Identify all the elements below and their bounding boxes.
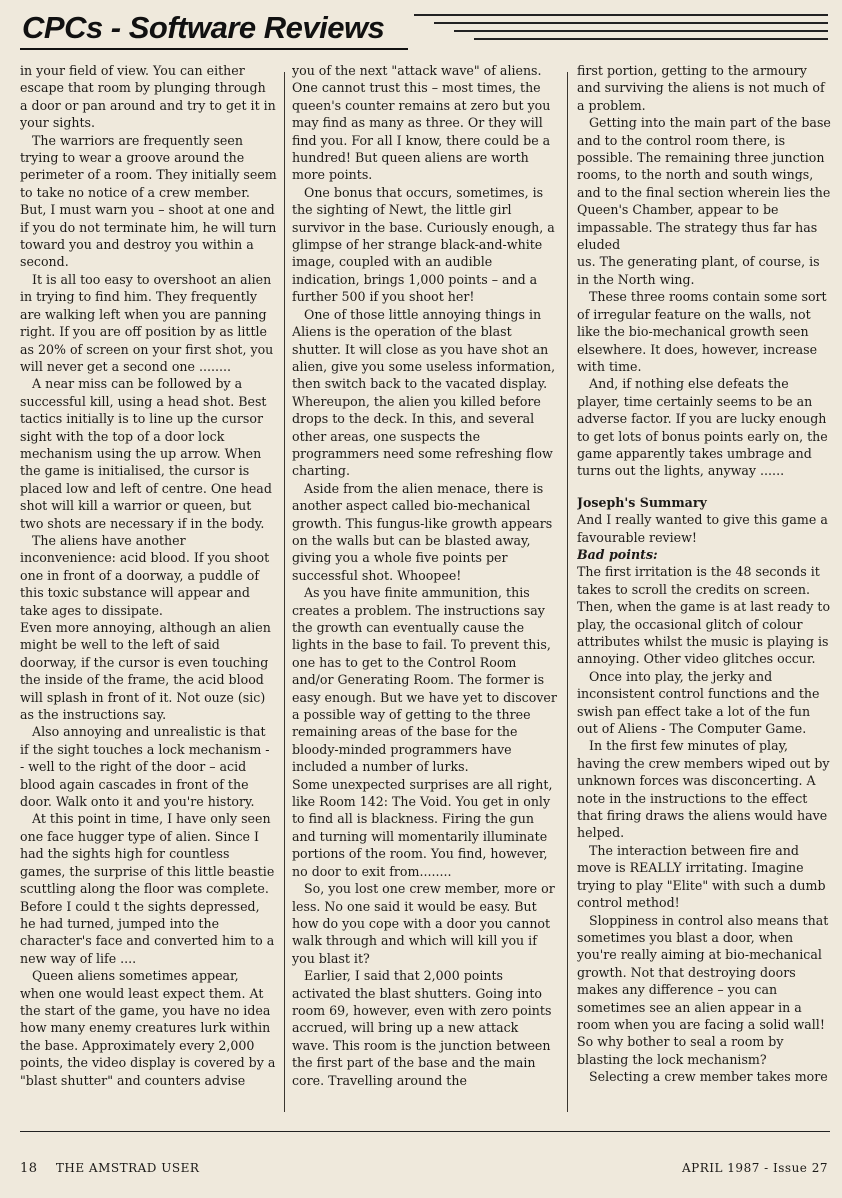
paragraph: And, if nothing else defeats the player, time certainly seems to be an adverse factor. If you are lucky enough to get lots of bonus points early on, the game apparently takes umbrage and turns out the lights, anyway ...... — [577, 376, 828, 479]
paragraph: It is all too easy to overshoot an alien in trying to find him. They frequently are walking left when you are panning right. If you are off position by as little as 20% of screen on your first shot, you will never get a second one ........ — [20, 271, 274, 374]
paragraph: The first irritation is the 48 seconds it takes to scroll the credits on screen. Then, when the game is at last ready to play, the occasional glitch of colour attributes whilst the music is playing is annoying. Other video glitches occur. — [577, 564, 831, 667]
paragraph: Some unexpected surprises are all right, like Room 142: The Void. You get in only to find all is blackness. Firing the gun and turning will momentarily illuminate portions of the room. You find, however, no door to exit from........ — [292, 776, 553, 879]
magazine-name: THE AMSTRAD USER — [55, 1161, 200, 1175]
paragraph: One of those little annoying things in Aliens is the operation of the blast shutter. It will close as you have shot an alien, give you some useless information, then switch back to the vacated display. Whereupon, the alien you killed before drops to the deck. In this, and several other areas, one suspects the programmers need some refreshing flow charting. — [292, 306, 556, 479]
paragraph: first portion, getting to the armoury and surviving the aliens is not much of a problem. — [577, 63, 825, 113]
article-column-2 — [292, 62, 559, 1108]
footer-rule — [20, 1131, 830, 1132]
paragraph: One bonus that occurs, sometimes, is the sighting of Newt, the little girl survivor in the base. Curiously enough, a glimpse of her strange black-and-white image, coupled with an audible indication, brings 1,000 points – and a further 500 if you shoot her! — [292, 184, 555, 305]
paragraph: you of the next "attack wave" of aliens. One cannot trust this – most times, the queen's counter remains at zero but you may find as many as three. Or they will find you. For all I know, there could be a hundred! But queen aliens are worth more points. — [292, 63, 551, 183]
paragraph: In the first few minutes of play, having the crew members wiped out by unknown forces was disconcerting. A note in the instructions to the effect that firing draws the aliens would have helped. — [577, 738, 830, 841]
page-footer-left — [20, 1161, 199, 1176]
paragraph: The aliens have another inconvenience: acid blood. If you shoot one in front of a doorway, a puddle of this toxic substance will appear and take ages to dissipate. — [20, 532, 270, 618]
paragraph: us. The generating plant, of course, is in the North wing. — [577, 254, 820, 287]
paragraph: Once into play, the jerky and inconsistent control functions and the swish pan effect take a lot of the fun out of Aliens - The Computer Game. — [577, 668, 820, 737]
paragraph: The interaction between fire and move is REALLY irritating. Imagine trying to play "Elite" with such a dumb control method! — [577, 842, 826, 911]
article-column-1 — [20, 62, 277, 1108]
paragraph: These three rooms contain some sort of irregular feature on the walls, not like the bio-mechanical growth seen elsewhere. It does, however, increase with time. — [577, 289, 827, 374]
subheading: Bad points: — [577, 546, 658, 562]
section-heading: Joseph's Summary — [577, 494, 707, 510]
paragraph: Even more annoying, although an alien might be well to the left of said doorway, if the cursor is even touching the inside of the frame, the acid blood will splash in front of it. Not ouze (sic) as the instructions say. — [20, 620, 271, 723]
column-divider — [284, 72, 285, 1112]
section-title: CPCs - Software Reviews — [22, 10, 385, 45]
paragraph: And I really wanted to give this game a favourable review! — [577, 512, 828, 545]
paragraph: Earlier, I said that 2,000 points activated the blast shutters. Going into room 69, however, even with zero points accrued, will bring up a new attack wave. This room is the junction between the first part of the base and the main core. Travelling around the — [292, 968, 552, 1088]
paragraph: At this point in time, I have only seen one face hugger type of alien. Since I had the sights high for countless games, the surprise of this little beastie scuttling along the floor was complete. Before I could t the sights depressed, he had turned, jumped into the character's face and converted him to a new way of life .... — [20, 811, 275, 966]
title-underline — [20, 48, 408, 50]
paragraph: Sloppiness in control also means that sometimes you blast a door, when you're really aiming at bio-mechanical growth. Not that destroying doors makes any difference – you can sometimes see an alien appear in a room when you are facing a solid wall! So why bother to seal a room by blasting the lock mechanism? — [577, 912, 829, 1067]
paragraph: Queen aliens sometimes appear, when one would least expect them. At the start of the game, you have no idea how many enemy creatures lurk within the base. Approximately every 2,000 points, the video display is covered by a "blast shutter" and counters advise — [20, 968, 276, 1088]
header-decorative-rules — [414, 14, 828, 46]
paragraph: Selecting a crew member takes more — [589, 1069, 828, 1085]
paragraph: A near miss can be followed by a successful kill, using a head shot. Best tactics initially is to line up the cursor sight with the top of a door lock mechanism using the up arrow. When the game is initialised, the cursor is placed low and left of centre. One head shot will kill a warrior or queen, but two shots are necessary if in the body. — [20, 376, 272, 531]
paragraph: So, you lost one crew member, more or less. No one said it would be easy. But how do you cope with a door you cannot walk through and which will kill you if you blast it? — [292, 881, 555, 966]
paragraph: Getting into the main part of the base and to the control room there, is possible. The remaining three junction rooms, to the north and south wings, and to the final section wherein lies the Queen's Chamber, appear to be impassable. The strategy thus far has eluded — [577, 115, 831, 253]
paragraph: As you have finite ammunition, this creates a problem. The instructions say the growth can eventually cause the lights in the base to fail. To prevent this, one has to get to the Control Room and/or Generating Room. The former is easy enough. But we have yet to discover a possible way of getting to the three remaining areas of the base for the bloody-minded programmers have included a number of lurks. — [292, 585, 557, 775]
issue-date: APRIL 1987 - Issue 27 — [682, 1161, 828, 1175]
article-column-3 — [577, 62, 831, 1108]
paragraph: in your field of view. You can either escape that room by plunging through a door or pan around and try to get it in your sights. — [20, 63, 276, 131]
paragraph: Also annoying and unrealistic is that if the sight touches a lock mechanism - - well to the right of the door – acid blood again cascades in front of the door. Walk onto it and you're history. — [20, 724, 270, 810]
paragraph: Aside from the alien menace, there is another aspect called bio-mechanical growth. This fungus-like growth appears on the walls but can be blasted away, giving you a whole five points per successful shot. Whoopee! — [292, 480, 553, 583]
paragraph: The warriors are frequently seen trying to wear a groove around the perimeter of a room. They initially seem to take no notice of a crew member. But, I must warn you – shoot at one and if you do not terminate him, he will turn toward you and destroy you within a second. — [20, 132, 277, 270]
column-divider — [567, 72, 568, 1112]
page-number: 18 — [20, 1161, 38, 1176]
page-header — [0, 0, 842, 56]
